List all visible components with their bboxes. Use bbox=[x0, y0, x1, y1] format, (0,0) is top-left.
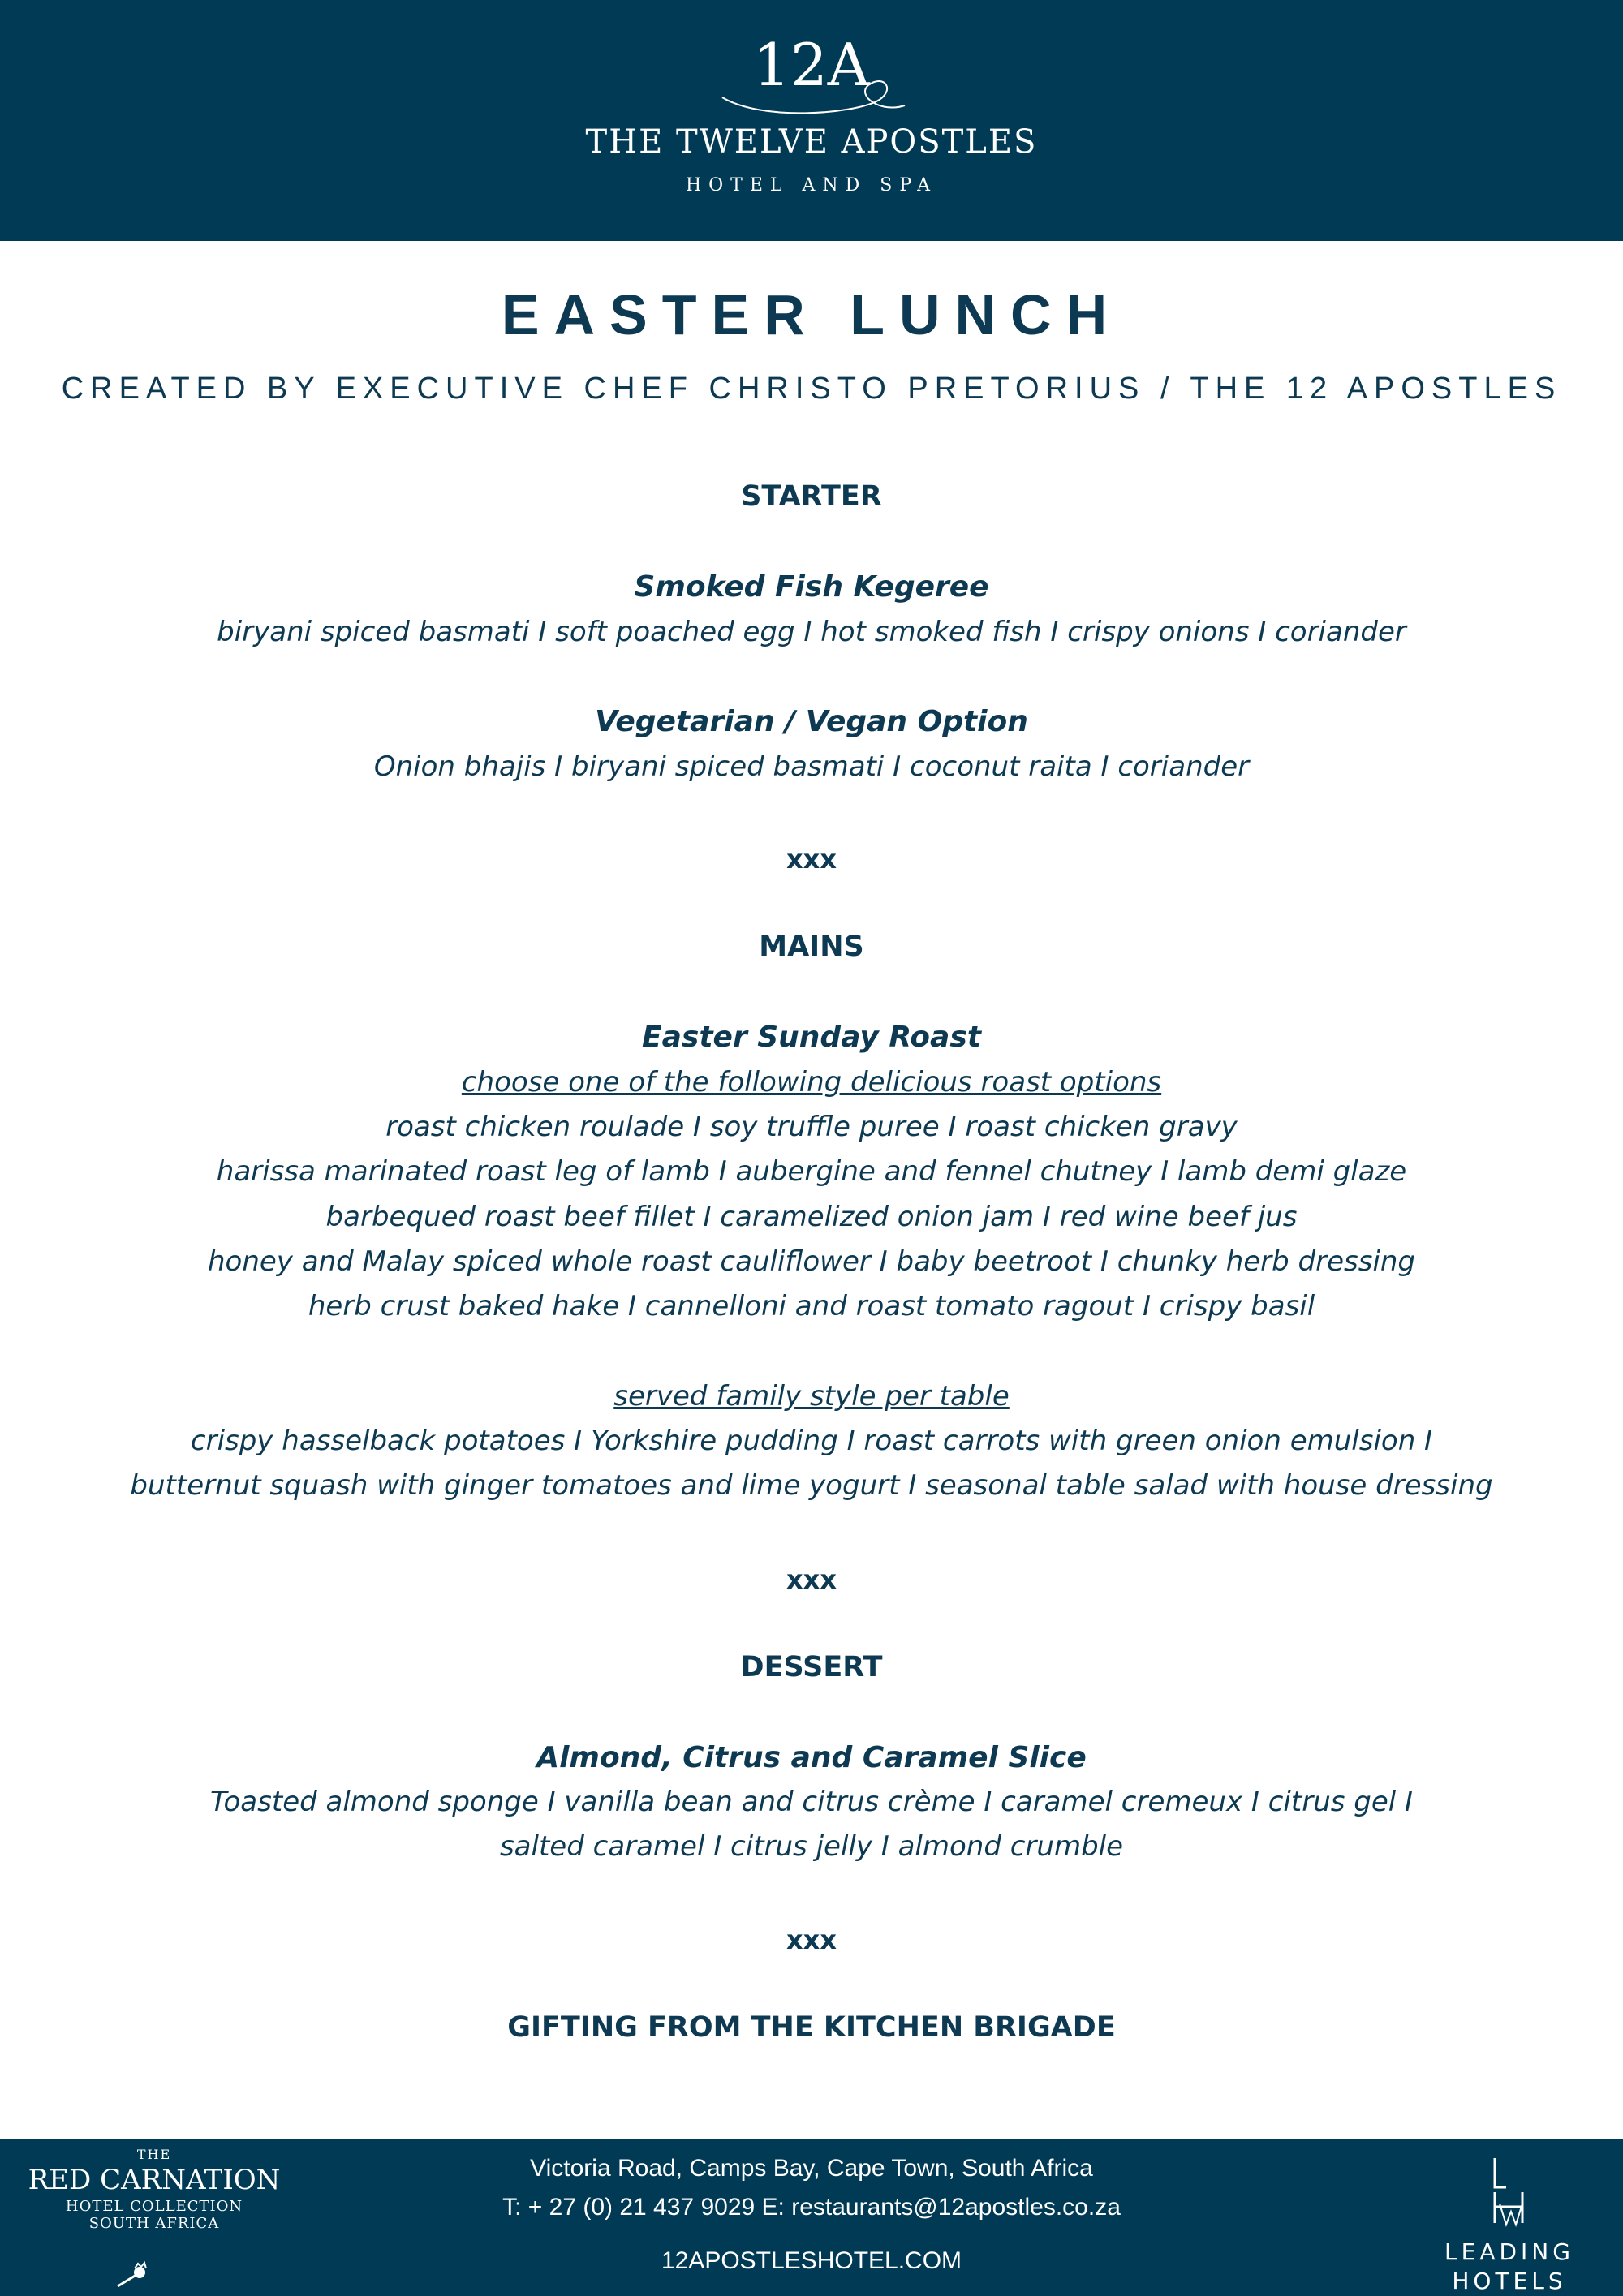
mains-family-note: served family style per table bbox=[613, 1380, 1010, 1412]
footer-banner bbox=[0, 2139, 1623, 2296]
dessert-heading: DESSERT bbox=[740, 1651, 883, 1683]
mains-heading: MAINS bbox=[759, 931, 864, 963]
starter-dish-1-name: Smoked Fish Kegeree bbox=[634, 570, 989, 604]
mains-option: honey and Malay spiced whole roast cauliflower I baby beetroot I chunky herb dressing bbox=[207, 1245, 1416, 1278]
footer-address: Victoria Road, Camps Bay, Cape Town, South Africa bbox=[530, 2155, 1093, 2182]
gifting-heading: GIFTING FROM THE KITCHEN BRIGADE bbox=[507, 2011, 1116, 2044]
footer-website-link[interactable]: 12APOSTLESHOTEL.COM bbox=[661, 2247, 962, 2274]
mains-option: herb crust baked hake I cannelloni and roast tomato ragout I crispy basil bbox=[308, 1290, 1315, 1322]
leading-hotels-line2: HOTELS bbox=[1452, 2268, 1567, 2294]
starter-dish-1-description: biryani spiced basmati I soft poached egg I hot smoked fish I crispy onions I coriander bbox=[217, 616, 1406, 648]
mains-dish-name: Easter Sunday Roast bbox=[642, 1021, 981, 1054]
red-carnation-the: THE bbox=[136, 2147, 172, 2162]
red-carnation-line2: HOTEL COLLECTION bbox=[65, 2198, 243, 2215]
red-carnation-name: RED CARNATION bbox=[28, 2164, 281, 2196]
mains-option: roast chicken roulade I soy truffle puree I roast chicken gravy bbox=[385, 1111, 1238, 1143]
page-subtitle: CREATED BY EXECUTIVE CHEF CHRISTO PRETORIUS / THE 12 APOSTLES bbox=[61, 372, 1562, 406]
page-title: EASTER LUNCH bbox=[501, 283, 1122, 346]
logo-swirl-icon bbox=[714, 24, 909, 122]
footer-contact[interactable]: T: + 27 (0) 21 437 9029 E: restaurants@12apostles.co.za bbox=[502, 2194, 1121, 2221]
red-carnation-line3: SOUTH AFRICA bbox=[88, 2215, 220, 2232]
mains-side-line: butternut squash with ginger tomatoes and lime yogurt I seasonal table salad with house dressing bbox=[130, 1469, 1493, 1502]
dessert-dish-name: Almond, Citrus and Caramel Slice bbox=[536, 1741, 1087, 1774]
leading-hotels-logo bbox=[1428, 2147, 1591, 2293]
hotel-name: THE TWELVE APOSTLES bbox=[585, 123, 1038, 161]
starter-dish-2-name: Vegetarian / Vegan Option bbox=[595, 705, 1028, 738]
separator: xxx bbox=[786, 844, 837, 875]
hotel-subtitle: HOTEL AND SPA bbox=[685, 175, 938, 196]
mains-option: harissa marinated roast leg of lamb I aubergine and fennel chutney I lamb demi glaze bbox=[216, 1155, 1407, 1188]
leading-hotels-text bbox=[1428, 2238, 1591, 2296]
mains-option: barbequed roast beef fillet I caramelized onion jam I red wine beef jus bbox=[325, 1201, 1298, 1233]
leading-hotels-line1: LEADING bbox=[1444, 2238, 1574, 2265]
separator: xxx bbox=[786, 1924, 837, 1955]
header-banner bbox=[0, 0, 1623, 241]
starter-dish-2-description: Onion bhajis I biryani spiced basmati I coconut raita I coriander bbox=[373, 750, 1250, 783]
dessert-description-line: Toasted almond sponge I vanilla bean and citrus crème I caramel cremeux I citrus gel I bbox=[209, 1786, 1414, 1818]
starter-heading: STARTER bbox=[741, 480, 882, 513]
logo-12a-text: 12A bbox=[753, 31, 870, 99]
mains-side-line: crispy hasselback potatoes I Yorkshire pudding I roast carrots with green onion emulsion I bbox=[190, 1425, 1433, 1457]
dessert-description-line: salted caramel I citrus jelly I almond crumble bbox=[499, 1830, 1124, 1863]
leading-hotels-lhw-icon bbox=[1483, 2155, 1535, 2228]
mains-choose-note: choose one of the following delicious roast options bbox=[461, 1066, 1162, 1099]
separator: xxx bbox=[786, 1564, 837, 1595]
hotel-logo-mark bbox=[714, 24, 909, 122]
